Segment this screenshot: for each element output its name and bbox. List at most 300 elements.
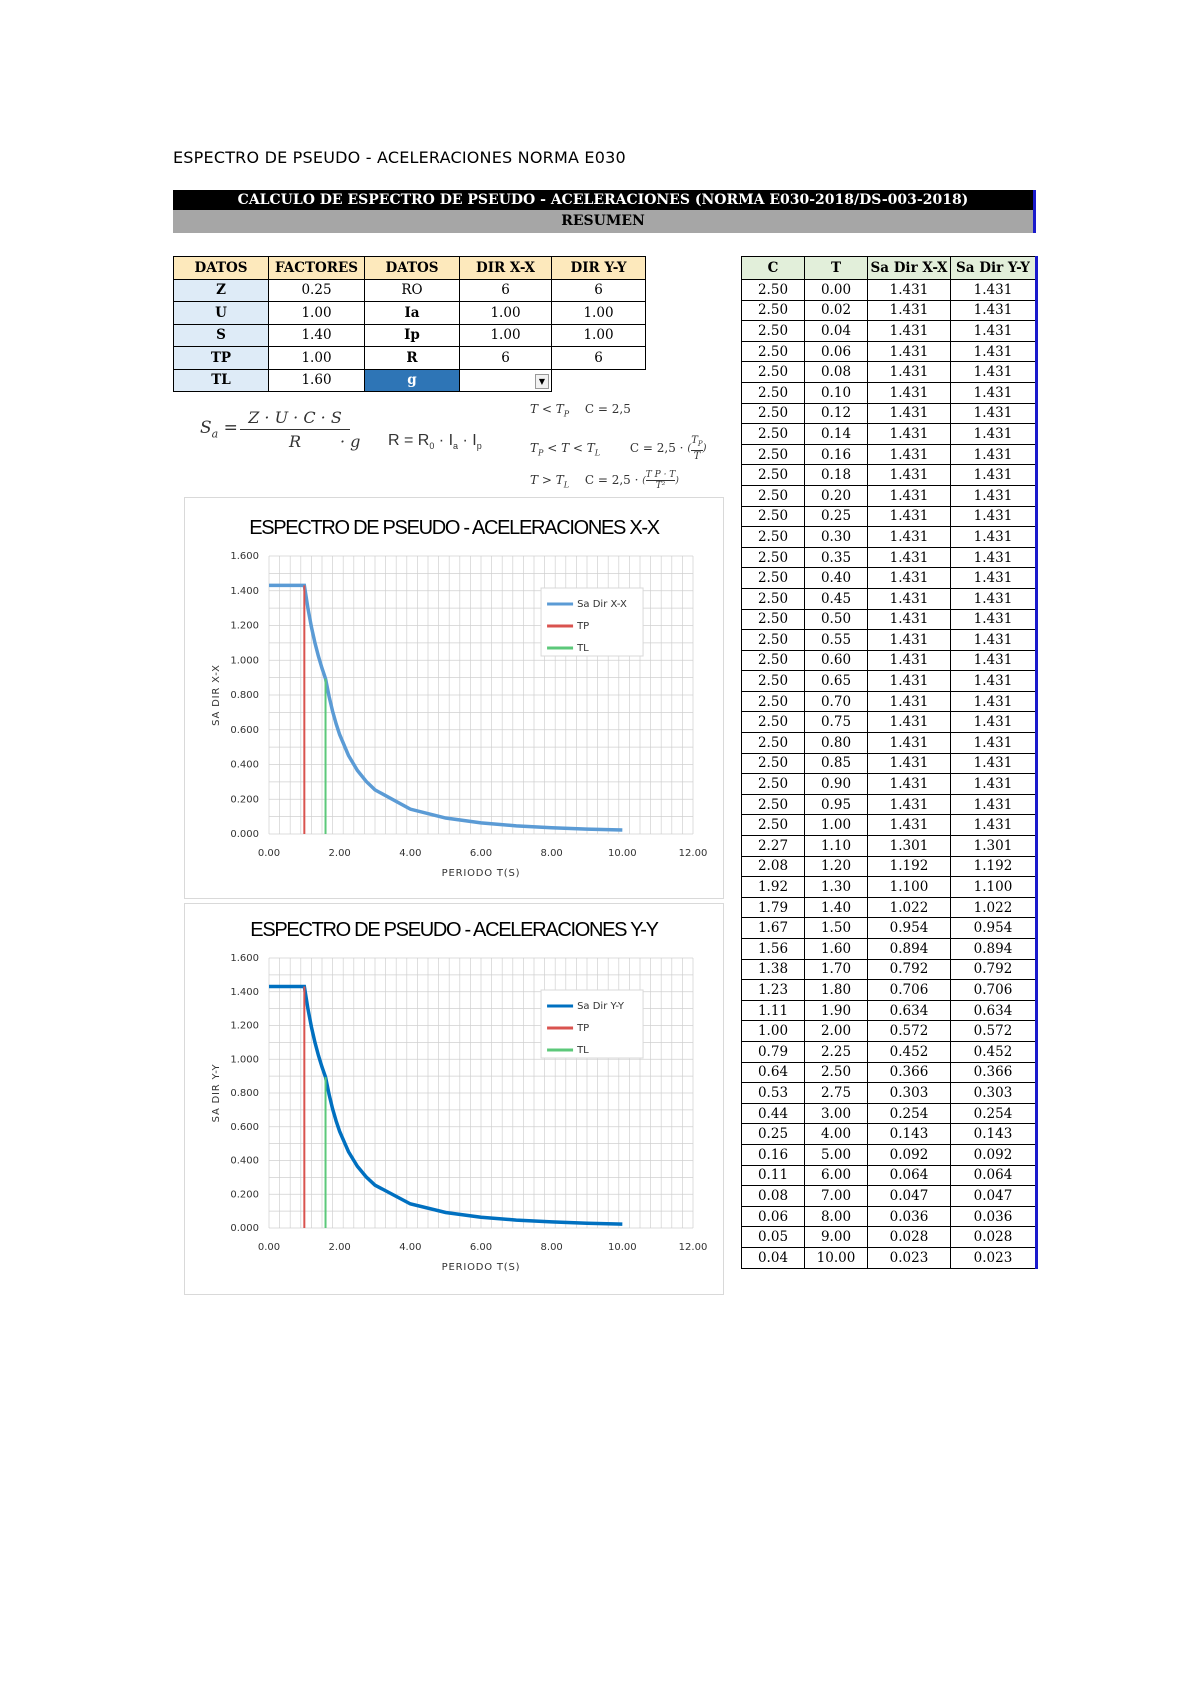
- cell-t[interactable]: 0.60: [805, 650, 868, 671]
- cell-sa-x[interactable]: 0.092: [868, 1144, 951, 1165]
- document-title: ESPECTRO DE PSEUDO - ACELERACIONES NORMA E030: [173, 148, 626, 167]
- cell-sa-y[interactable]: 1.100: [951, 877, 1037, 898]
- cell-c[interactable]: 1.38: [742, 959, 805, 980]
- chart-title: ESPECTRO DE PSEUDO - ACELERACIONES Y-Y: [250, 919, 658, 941]
- cell-sa-x[interactable]: 1.431: [868, 671, 951, 692]
- cell-sa-x[interactable]: 0.023: [868, 1247, 951, 1268]
- parameters-row: [174, 324, 646, 347]
- cell-c[interactable]: 0.16: [742, 1144, 805, 1165]
- table-row: [742, 671, 1037, 692]
- table-row: [742, 753, 1037, 774]
- cell-t[interactable]: 0.45: [805, 588, 868, 609]
- header-t: T: [805, 257, 868, 280]
- cell-sa-x[interactable]: 1.431: [868, 588, 951, 609]
- cell-sa-y[interactable]: 1.431: [951, 671, 1037, 692]
- table-row: [742, 341, 1037, 362]
- cell-c[interactable]: 1.23: [742, 980, 805, 1001]
- table-row: [742, 1206, 1037, 1227]
- cell-sa-y[interactable]: 1.431: [951, 588, 1037, 609]
- cell-sa-x[interactable]: 1.431: [868, 300, 951, 321]
- cell-t[interactable]: 6.00: [805, 1165, 868, 1186]
- y-tick-label: 0.400: [230, 1155, 259, 1167]
- cell-sa-x[interactable]: 1.431: [868, 382, 951, 403]
- cell-sa-x[interactable]: 1.431: [868, 815, 951, 836]
- cell-c[interactable]: 0.79: [742, 1041, 805, 1062]
- cell-sa-x[interactable]: 0.706: [868, 980, 951, 1001]
- cell-t[interactable]: 0.75: [805, 712, 868, 733]
- cell-t[interactable]: 0.40: [805, 568, 868, 589]
- cell-sa-x[interactable]: 0.303: [868, 1083, 951, 1104]
- cell-t[interactable]: 0.04: [805, 321, 868, 342]
- param-factor[interactable]: 0.25: [269, 279, 365, 302]
- cell-t[interactable]: 0.30: [805, 527, 868, 548]
- cell-sa-y[interactable]: 0.092: [951, 1144, 1037, 1165]
- x-tick-label: 12.00: [678, 848, 708, 859]
- cell-sa-y[interactable]: 0.366: [951, 1062, 1037, 1083]
- cell-c[interactable]: 2.50: [742, 753, 805, 774]
- table-row: [742, 1247, 1037, 1268]
- cell-t[interactable]: 4.00: [805, 1124, 868, 1145]
- cell-sa-y[interactable]: 1.431: [951, 321, 1037, 342]
- table-row: [742, 1165, 1037, 1186]
- cell-sa-y[interactable]: 0.572: [951, 1021, 1037, 1042]
- param-factor[interactable]: 1.40: [269, 324, 365, 347]
- cell-sa-x[interactable]: 1.431: [868, 506, 951, 527]
- calc-banner: CALCULO DE ESPECTRO DE PSEUDO - ACELERACIONES (NORMA E030-2018/DS-003-2018): [173, 190, 1036, 210]
- header-sa-x: Sa Dir X-X: [868, 257, 951, 280]
- cell-t[interactable]: 1.90: [805, 1000, 868, 1021]
- cell-t[interactable]: 0.16: [805, 444, 868, 465]
- cell-t[interactable]: 0.06: [805, 341, 868, 362]
- cell-t[interactable]: 0.65: [805, 671, 868, 692]
- cell-c[interactable]: 2.50: [742, 321, 805, 342]
- chart-title: ESPECTRO DE PSEUDO - ACELERACIONES X-X: [249, 517, 659, 539]
- x-tick-label: 6.00: [469, 848, 493, 859]
- cell-sa-x[interactable]: 1.431: [868, 465, 951, 486]
- cell-sa-y[interactable]: 0.064: [951, 1165, 1037, 1186]
- cell-sa-y[interactable]: 0.254: [951, 1103, 1037, 1124]
- y-tick-label: 0.800: [230, 690, 259, 701]
- cell-c[interactable]: 2.50: [742, 506, 805, 527]
- param-dir-y[interactable]: 6: [552, 279, 646, 302]
- cell-t[interactable]: 0.02: [805, 300, 868, 321]
- cell-sa-x[interactable]: 1.431: [868, 691, 951, 712]
- table-row: [742, 877, 1037, 898]
- cell-sa-y[interactable]: 1.431: [951, 547, 1037, 568]
- param-dir-y[interactable]: 6: [552, 347, 646, 370]
- cell-c[interactable]: 2.08: [742, 856, 805, 877]
- table-row: [742, 362, 1037, 383]
- cell-sa-y[interactable]: 1.431: [951, 424, 1037, 445]
- cell-sa-y[interactable]: 1.431: [951, 444, 1037, 465]
- param-dir-x[interactable]: 1.00: [460, 302, 552, 325]
- y-tick-label: 0.200: [230, 1189, 259, 1201]
- cell-sa-x[interactable]: 0.036: [868, 1206, 951, 1227]
- cell-sa-x[interactable]: 1.431: [868, 403, 951, 424]
- cell-sa-x[interactable]: 0.452: [868, 1041, 951, 1062]
- param-dir-x[interactable]: 1.00: [460, 324, 552, 347]
- cell-t[interactable]: 0.35: [805, 547, 868, 568]
- cell-t[interactable]: 7.00: [805, 1186, 868, 1207]
- cell-sa-y[interactable]: 1.431: [951, 733, 1037, 754]
- cell-t[interactable]: 1.20: [805, 856, 868, 877]
- cell-sa-y[interactable]: 1.431: [951, 280, 1037, 301]
- header-factores: FACTORES: [269, 257, 365, 280]
- cell-c[interactable]: 2.50: [742, 403, 805, 424]
- table-row: [742, 424, 1037, 445]
- cell-sa-y[interactable]: 1.431: [951, 650, 1037, 671]
- cell-sa-y[interactable]: 1.431: [951, 568, 1037, 589]
- cell-c[interactable]: 2.50: [742, 280, 805, 301]
- cell-c[interactable]: 2.50: [742, 691, 805, 712]
- cell-t[interactable]: 0.10: [805, 382, 868, 403]
- sa-times-g: · g: [340, 432, 361, 451]
- table-row: [742, 630, 1037, 651]
- cell-t[interactable]: 0.18: [805, 465, 868, 486]
- cell-sa-x[interactable]: 1.431: [868, 485, 951, 506]
- table-row: [742, 1227, 1037, 1248]
- param-factor[interactable]: 1.00: [269, 302, 365, 325]
- cell-sa-y[interactable]: 1.431: [951, 382, 1037, 403]
- cell-sa-x[interactable]: 1.431: [868, 609, 951, 630]
- x-axis-label: PERIODO T(S): [441, 1262, 521, 1273]
- param-dir-x[interactable]: 6: [460, 279, 552, 302]
- cell-sa-x[interactable]: 1.431: [868, 794, 951, 815]
- header-dir-y: DIR Y-Y: [552, 257, 646, 280]
- cell-c[interactable]: 0.05: [742, 1227, 805, 1248]
- y-tick-label: 0.600: [230, 724, 259, 736]
- cell-sa-y[interactable]: 1.022: [951, 897, 1037, 918]
- table-row: [742, 1103, 1037, 1124]
- cell-sa-y[interactable]: 1.431: [951, 609, 1037, 630]
- cell-sa-y[interactable]: 1.431: [951, 753, 1037, 774]
- dropdown-arrow-icon[interactable]: ▼: [535, 374, 549, 389]
- sa-formula: $S_a$ =: [200, 418, 238, 441]
- cell-t[interactable]: 0.80: [805, 733, 868, 754]
- cell-c[interactable]: 2.50: [742, 341, 805, 362]
- cell-t[interactable]: 1.70: [805, 959, 868, 980]
- cell-sa-x[interactable]: 1.431: [868, 774, 951, 795]
- cell-c[interactable]: 2.50: [742, 712, 805, 733]
- table-row: [742, 568, 1037, 589]
- cell-c[interactable]: 0.64: [742, 1062, 805, 1083]
- cell-c[interactable]: 0.06: [742, 1206, 805, 1227]
- y-tick-label: 1.400: [230, 986, 259, 998]
- condition-3: $T > T_L$ C = 2,5 · ( $\frac{\text{T P · T}}{\text{T²}}$ ): [530, 470, 679, 491]
- x-tick-label: 0.00: [257, 1242, 281, 1253]
- cell-c[interactable]: 2.50: [742, 774, 805, 795]
- cell-t[interactable]: 2.50: [805, 1062, 868, 1083]
- cell-t[interactable]: 0.55: [805, 630, 868, 651]
- cell-c[interactable]: 1.67: [742, 918, 805, 939]
- cell-t[interactable]: 2.00: [805, 1021, 868, 1042]
- cond2-fraction: ( $\frac{T_P}{T}$ ): [687, 435, 707, 462]
- table-row: [742, 733, 1037, 754]
- cell-t[interactable]: 1.60: [805, 939, 868, 960]
- cell-t[interactable]: 0.12: [805, 403, 868, 424]
- table-row: [742, 465, 1037, 486]
- cell-sa-x[interactable]: 1.431: [868, 650, 951, 671]
- cell-t[interactable]: 0.85: [805, 753, 868, 774]
- cell-sa-y[interactable]: 1.431: [951, 300, 1037, 321]
- cell-sa-y[interactable]: 0.023: [951, 1247, 1037, 1268]
- cell-t[interactable]: 2.75: [805, 1083, 868, 1104]
- x-tick-label: 10.00: [608, 1242, 637, 1253]
- cell-c[interactable]: 2.50: [742, 465, 805, 486]
- x-tick-label: 8.00: [540, 1242, 563, 1253]
- header-sa-y: Sa Dir Y-Y: [951, 257, 1037, 280]
- x-tick-label: 2.00: [328, 848, 351, 859]
- y-tick-label: 1.600: [230, 551, 259, 562]
- cell-c[interactable]: 2.50: [742, 362, 805, 383]
- legend-label: Sa Dir Y-Y: [577, 1001, 624, 1012]
- cell-sa-x[interactable]: 0.894: [868, 939, 951, 960]
- cell-sa-y[interactable]: 0.047: [951, 1186, 1037, 1207]
- param-label: TP: [174, 347, 269, 370]
- x-tick-label: 4.00: [399, 1242, 422, 1253]
- table-row: [742, 527, 1037, 548]
- cell-c[interactable]: 2.50: [742, 733, 805, 754]
- parameters-row: [174, 279, 646, 302]
- parameters-row: [174, 302, 646, 325]
- cell-t[interactable]: 0.50: [805, 609, 868, 630]
- cell-sa-x[interactable]: 1.431: [868, 321, 951, 342]
- cell-sa-x[interactable]: 1.431: [868, 424, 951, 445]
- cell-sa-x[interactable]: 0.634: [868, 1000, 951, 1021]
- cell-t[interactable]: 0.14: [805, 424, 868, 445]
- spectrum-header-row: [742, 257, 1037, 280]
- cell-sa-x[interactable]: 1.100: [868, 877, 951, 898]
- cell-c[interactable]: 2.50: [742, 424, 805, 445]
- table-row: [742, 444, 1037, 465]
- cell-c[interactable]: 2.50: [742, 382, 805, 403]
- y-tick-label: 0.000: [230, 829, 259, 840]
- legend-label: TL: [577, 643, 589, 654]
- cell-t[interactable]: 3.00: [805, 1103, 868, 1124]
- cell-t[interactable]: 1.00: [805, 815, 868, 836]
- cell-sa-y[interactable]: 0.954: [951, 918, 1037, 939]
- table-row: [742, 1062, 1037, 1083]
- chart-x: [184, 497, 724, 899]
- cell-t[interactable]: 1.30: [805, 877, 868, 898]
- y-tick-label: 1.000: [230, 655, 259, 667]
- cell-sa-x[interactable]: 1.431: [868, 630, 951, 651]
- param-dir-y[interactable]: 1.00: [552, 302, 646, 325]
- x-tick-label: 4.00: [399, 848, 422, 859]
- cell-sa-x[interactable]: 0.792: [868, 959, 951, 980]
- chart-x-svg: [185, 498, 723, 898]
- x-tick-label: 12.00: [678, 1242, 708, 1253]
- cell-sa-x[interactable]: 1.431: [868, 712, 951, 733]
- cell-sa-y[interactable]: 1.431: [951, 691, 1037, 712]
- cell-sa-x[interactable]: 1.431: [868, 547, 951, 568]
- cell-c[interactable]: 0.44: [742, 1103, 805, 1124]
- cell-sa-x[interactable]: 1.431: [868, 341, 951, 362]
- cell-t[interactable]: 2.25: [805, 1041, 868, 1062]
- cell-c[interactable]: 0.53: [742, 1083, 805, 1104]
- cell-sa-x[interactable]: 1.431: [868, 527, 951, 548]
- cell-c[interactable]: 2.27: [742, 836, 805, 857]
- cell-sa-x[interactable]: 0.143: [868, 1124, 951, 1145]
- cell-c[interactable]: 2.50: [742, 794, 805, 815]
- table-row: [742, 774, 1037, 795]
- header-datos: DATOS: [174, 257, 269, 280]
- table-row: [742, 382, 1037, 403]
- table-row: [742, 836, 1037, 857]
- cell-sa-x[interactable]: 0.028: [868, 1227, 951, 1248]
- cell-c[interactable]: 2.50: [742, 815, 805, 836]
- cell-c[interactable]: 2.50: [742, 444, 805, 465]
- cell-sa-y[interactable]: 1.301: [951, 836, 1037, 857]
- cell-sa-y[interactable]: 0.634: [951, 1000, 1037, 1021]
- cell-t[interactable]: 0.08: [805, 362, 868, 383]
- y-tick-label: 1.600: [230, 953, 259, 964]
- cell-c[interactable]: 1.92: [742, 877, 805, 898]
- cell-c[interactable]: 0.08: [742, 1186, 805, 1207]
- cell-c[interactable]: 2.50: [742, 588, 805, 609]
- cell-sa-y[interactable]: 1.431: [951, 712, 1037, 733]
- table-row: [742, 815, 1037, 836]
- x-tick-label: 0.00: [257, 848, 281, 859]
- cell-sa-y[interactable]: 0.036: [951, 1206, 1037, 1227]
- cell-c[interactable]: 2.50: [742, 568, 805, 589]
- cell-sa-y[interactable]: 1.431: [951, 362, 1037, 383]
- cell-c[interactable]: 2.50: [742, 547, 805, 568]
- cell-c[interactable]: 0.04: [742, 1247, 805, 1268]
- legend-label: TP: [577, 1023, 590, 1034]
- cell-sa-x[interactable]: 0.254: [868, 1103, 951, 1124]
- cell-sa-y[interactable]: 1.431: [951, 341, 1037, 362]
- cell-sa-x[interactable]: 0.954: [868, 918, 951, 939]
- cell-sa-x[interactable]: 1.301: [868, 836, 951, 857]
- gravity-dropdown[interactable]: [460, 369, 552, 392]
- cell-sa-y[interactable]: 1.431: [951, 465, 1037, 486]
- cell-sa-x[interactable]: 1.431: [868, 362, 951, 383]
- cell-sa-y[interactable]: 1.431: [951, 527, 1037, 548]
- table-row: [742, 609, 1037, 630]
- cell-sa-x[interactable]: 0.047: [868, 1186, 951, 1207]
- cell-sa-x[interactable]: 0.572: [868, 1021, 951, 1042]
- cell-t[interactable]: 1.80: [805, 980, 868, 1001]
- parameters-table: [173, 256, 646, 392]
- cell-sa-y[interactable]: 1.431: [951, 485, 1037, 506]
- cell-c[interactable]: 2.50: [742, 671, 805, 692]
- cell-sa-y[interactable]: 0.028: [951, 1227, 1037, 1248]
- cell-sa-y[interactable]: 1.431: [951, 774, 1037, 795]
- cell-t[interactable]: 1.10: [805, 836, 868, 857]
- table-row: [742, 485, 1037, 506]
- cell-sa-x[interactable]: 0.064: [868, 1165, 951, 1186]
- table-row: [742, 547, 1037, 568]
- cell-t[interactable]: 0.95: [805, 794, 868, 815]
- legend-label: Sa Dir X-X: [577, 599, 627, 610]
- param-label-2: RO: [365, 279, 460, 302]
- cell-c[interactable]: 0.11: [742, 1165, 805, 1186]
- x-tick-label: 2.00: [328, 1242, 351, 1253]
- cell-c[interactable]: 0.25: [742, 1124, 805, 1145]
- y-tick-label: 0.600: [230, 1121, 259, 1133]
- cell-sa-y[interactable]: 1.431: [951, 506, 1037, 527]
- cell-sa-x[interactable]: 1.022: [868, 897, 951, 918]
- table-row: [742, 1021, 1037, 1042]
- cell-t[interactable]: 0.25: [805, 506, 868, 527]
- cell-t[interactable]: 1.40: [805, 897, 868, 918]
- cell-t[interactable]: 0.20: [805, 485, 868, 506]
- param-factor[interactable]: 1.00: [269, 347, 365, 370]
- cell-sa-x[interactable]: 1.431: [868, 280, 951, 301]
- param-factor[interactable]: 1.60: [269, 369, 365, 392]
- cell-c[interactable]: 2.50: [742, 650, 805, 671]
- y-axis-label: SA DIR X-X: [211, 664, 222, 726]
- table-row: [742, 588, 1037, 609]
- cell-c[interactable]: 2.50: [742, 527, 805, 548]
- table-row: [742, 650, 1037, 671]
- cell-t[interactable]: 5.00: [805, 1144, 868, 1165]
- cell-t[interactable]: 9.00: [805, 1227, 868, 1248]
- cell-sa-y[interactable]: 1.431: [951, 403, 1037, 424]
- cell-c[interactable]: 1.79: [742, 897, 805, 918]
- cell-c[interactable]: 2.50: [742, 630, 805, 651]
- cell-c[interactable]: 1.11: [742, 1000, 805, 1021]
- table-row: [742, 794, 1037, 815]
- cell-c[interactable]: 2.50: [742, 485, 805, 506]
- cell-sa-y[interactable]: 0.706: [951, 980, 1037, 1001]
- y-tick-label: 0.000: [230, 1223, 259, 1234]
- param-label: Z: [174, 279, 269, 302]
- cell-sa-y[interactable]: 0.894: [951, 939, 1037, 960]
- cell-sa-y[interactable]: 1.431: [951, 815, 1037, 836]
- x-tick-label: 8.00: [540, 848, 563, 859]
- param-dir-y[interactable]: 1.00: [552, 324, 646, 347]
- cell-c[interactable]: 2.50: [742, 609, 805, 630]
- cell-sa-x[interactable]: 1.431: [868, 568, 951, 589]
- cell-c[interactable]: 1.00: [742, 1021, 805, 1042]
- param-label: U: [174, 302, 269, 325]
- param-label-2: Ip: [365, 324, 460, 347]
- spectrum-table: [741, 256, 1038, 1269]
- sa-fraction: [240, 408, 350, 451]
- param-dir-x[interactable]: 6: [460, 347, 552, 370]
- cell-sa-y[interactable]: 0.792: [951, 959, 1037, 980]
- header-c: C: [742, 257, 805, 280]
- cell-sa-x[interactable]: 1.431: [868, 753, 951, 774]
- cell-sa-y[interactable]: 0.143: [951, 1124, 1037, 1145]
- x-tick-label: 6.00: [469, 1242, 493, 1253]
- cell-t[interactable]: 1.50: [805, 918, 868, 939]
- table-row: [742, 939, 1037, 960]
- cell-t[interactable]: 0.70: [805, 691, 868, 712]
- cell-c[interactable]: 2.50: [742, 300, 805, 321]
- cell-t[interactable]: 0.00: [805, 280, 868, 301]
- cell-sa-y[interactable]: 0.303: [951, 1083, 1037, 1104]
- x-axis-label: PERIODO T(S): [441, 868, 521, 879]
- cell-sa-x[interactable]: 1.431: [868, 444, 951, 465]
- cond3-fraction: ( $\frac{\text{T P · T}}{\text{T²}}$ ): [642, 470, 679, 491]
- table-row: [742, 1083, 1037, 1104]
- cell-sa-y[interactable]: 0.452: [951, 1041, 1037, 1062]
- cell-sa-y[interactable]: 1.192: [951, 856, 1037, 877]
- cell-t[interactable]: 0.90: [805, 774, 868, 795]
- cell-c[interactable]: 1.56: [742, 939, 805, 960]
- cell-sa-x[interactable]: 1.192: [868, 856, 951, 877]
- cell-sa-x[interactable]: 1.431: [868, 733, 951, 754]
- cell-sa-y[interactable]: 1.431: [951, 630, 1037, 651]
- cell-sa-x[interactable]: 0.366: [868, 1062, 951, 1083]
- cell-sa-y[interactable]: 1.431: [951, 794, 1037, 815]
- y-tick-label: 1.000: [230, 1054, 259, 1066]
- cell-t[interactable]: 10.00: [805, 1247, 868, 1268]
- cell-t[interactable]: 8.00: [805, 1206, 868, 1227]
